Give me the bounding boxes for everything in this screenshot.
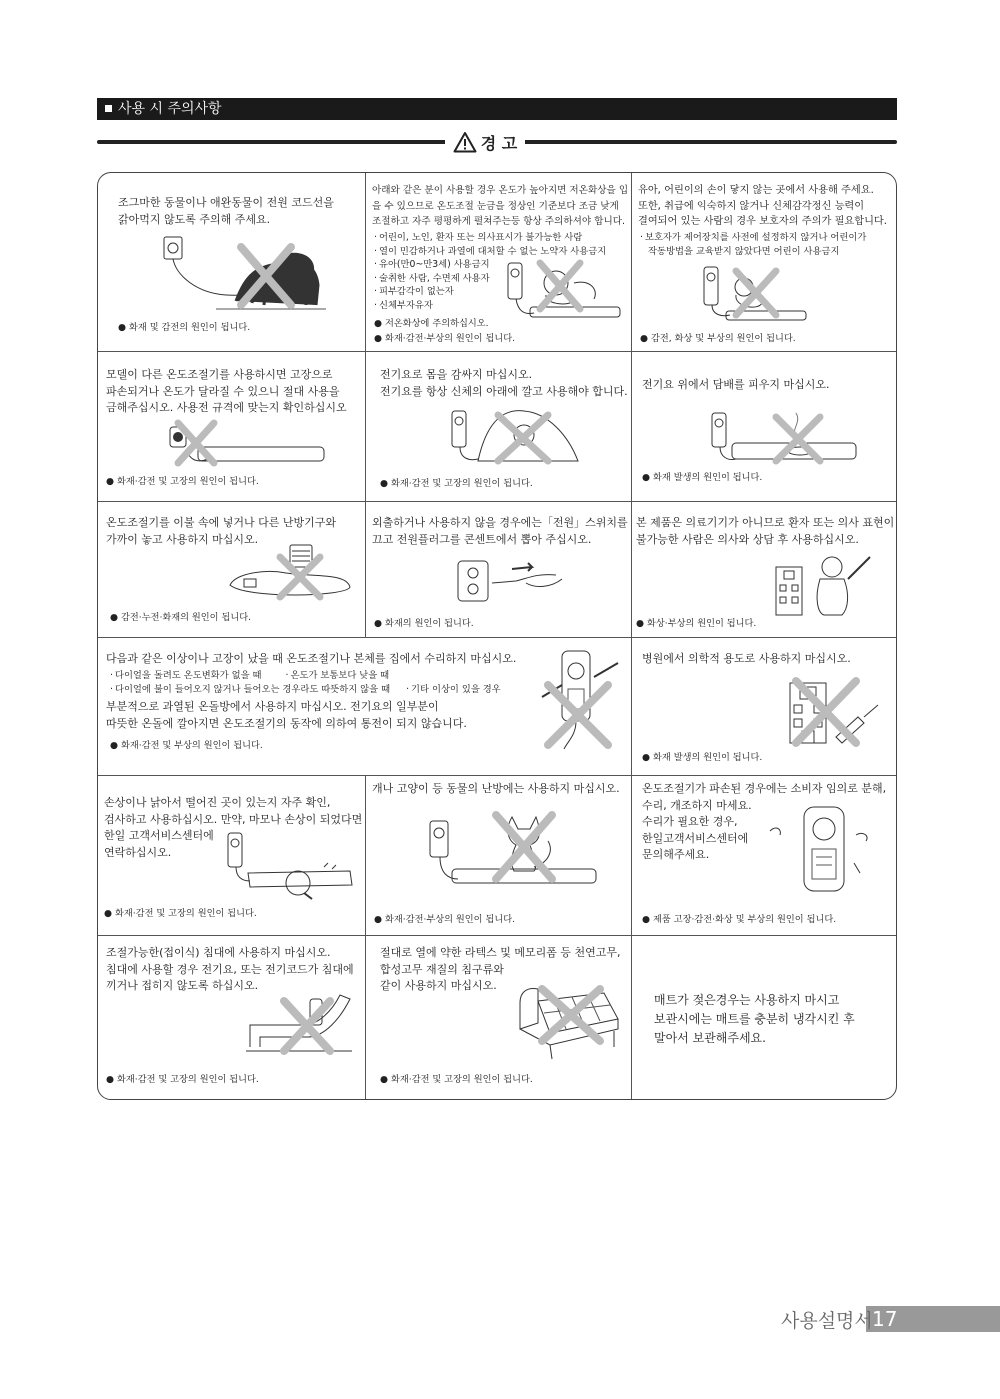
cell-wrap-body: 전기요로 몸을 감싸지 마십시오. 전기요를 항상 신체의 아래에 깔고 사용해야 합니다. ● 화재·감전 및 고장의 원인이 됩니다. <box>366 351 632 501</box>
manual-label: 사용설명서 <box>781 1310 873 1332</box>
damaged-mat-magnifier-illustration <box>224 831 356 901</box>
cell-other-controller: 모델이 다른 온도조절기를 사용하시면 고장으로 파손되거나 온도가 달라질 수 있으니 절대 사용을 금해주십시오. 사용전 규격에 맞는지 확인하십시오 ● 화재·감전 및 고장의 원인이 됩니다. <box>98 351 366 501</box>
cell-wet-mat: 매트가 젖은경우는 사용하지 마시고 보관시에는 매트를 충분히 냉각시킨 후 말아서 보관해주세요. <box>654 993 855 1045</box>
controller-mat-illustration <box>168 419 328 467</box>
grid-row-4 <box>98 637 896 776</box>
cell-no-pets-heating: 개나 고양이 등 동물의 난방에는 사용하지 마십시오. ● 화재·감전·부상의 원인이 됩니다. <box>366 775 632 935</box>
cell-not-medical-device: 본 제품은 의료기기가 아니므로 환자 또는 의사 표현이 불가능한 사람은 의사와 상담 후 사용하십시오. ● 화상·부상의 원인이 됩니다. <box>632 501 896 637</box>
page-number: 17 <box>872 1307 898 1331</box>
cell-low-temp-burn: 아래와 같은 분이 사용할 경우 온도가 높아지면 저온화상을 입 을 수 있으므로 온도조절 눈금을 정상인 기준보다 조금 낮게 조절하고 자주 평평하게 펼쳐주는등 항상 주의하셔야 합니다. · 어린이, 노인, 환자 또는 의사표시가 불가능한 사람 · 열이 민감하거나 과열에 대처할 수 없는 노약자 사용금지 · 유아(만0~만3세) 사용금지 · 술취한 사람, 수면제 사용자 · 피부감각이 없는자 · 신체부자유자 ● 저온화상에 주의하십시오. ● 화재·감전·부상의 원인이 됩니다. <box>366 173 632 351</box>
child-on-mat-illustration <box>504 259 624 319</box>
grid-row-5 <box>98 775 896 936</box>
cell-latex-foam: 절대로 열에 약한 라텍스 및 메모리폼 등 천연고무, 합성고무 재질의 침구류와 같이 사용하지 마십시오. ● 화재·감전 및 고장의 원인이 됩니다. <box>366 935 632 1099</box>
unplugging-cord-illustration <box>456 553 566 609</box>
cell-hospital-use: 병원에서 의학적 용도로 사용하지 마십시오. ● 화재 발생의 원인이 됩니다. <box>632 637 896 775</box>
square-bullet-icon <box>105 105 112 112</box>
cell-under-blanket: 온도조절기를 이불 속에 넣거나 다른 난방기구와 가까이 놓고 사용하지 마십시오. ● 감전·누전·화재의 원인이 됩니다. <box>98 501 366 637</box>
cell-no-disassembly: 온도조절기가 파손된 경우에는 소비자 임의로 분해, 수리, 개조하지 마세요. 수리가 필요한 경우, 한일고객서비스센터에 문의해주세요. ● 제품 고장·감전·화상 및 부상의 원인이 됩니다. <box>632 775 896 935</box>
warning-label: 경 고 <box>480 133 518 153</box>
cell-folding-bed: 조절가능한(접이식) 침대에 사용하지 마십시오. 침대에 사용할 경우 전기요, 또는 전기코드가 침대에 끼거나 접히지 않도록 하십시오. ● 화재·감전 및 고장의 원인이 됩니다. <box>98 935 366 1099</box>
grid-row-2 <box>98 351 896 502</box>
cat-on-mat-illustration <box>422 807 602 897</box>
heater-near-blanket-illustration <box>226 543 356 601</box>
bed-with-mat-illustration <box>514 963 624 1063</box>
grid-row-1 <box>98 173 896 352</box>
cell-child-safety: 유아, 어린이의 손이 닿지 않는 곳에서 사용해 주세요. 또한, 취급에 익숙하지 않거나 신체감각정신 능력이 결여되어 있는 사람의 경우 보호자의 주의가 필요합니다. · 보호자가 제어장치를 사전에 설정하지 않거나 어린이가 작동방법을 교육받지 않았다면 어린이 사용금지 ● 감전, 화상 및 부상의 원인이 됩니다. <box>632 173 896 351</box>
dog-chewing-cord-illustration <box>156 235 336 315</box>
grid-row-3 <box>98 501 896 638</box>
folding-bed-illustration <box>244 991 354 1061</box>
warning-heading <box>445 128 525 156</box>
cell-no-smoking: 전기요 위에서 담배를 피우지 마십시오. ● 화재 발생의 원인이 됩니다. <box>632 351 896 501</box>
person-wrapped-in-blanket-illustration <box>448 405 588 467</box>
section-title-bar <box>97 98 897 120</box>
controller-tools-illustration <box>762 803 882 899</box>
child-with-controller-illustration <box>700 265 810 323</box>
grid-row-6 <box>98 935 896 1099</box>
cell-no-self-repair: 다음과 같은 이상이나 고장이 났을 때 온도조절기나 본체를 집에서 수리하지 마십시오. · 다이얼을 돌려도 온도변화가 없을 때· 온도가 보통보다 낮을 때 · 다이얼에 불이 들어오지 않거나 들어오는 경우라도 따뜻하지 않을 때· 기타 이상이 있을 경우 부분적으로 과열된 온돌방에서 사용하지 마십시오. 전기요의 일부분이 따뜻한 온돌에 깔아지면 온도조절기의 동작에 의하여 통전이 되지 않습니다. ● 화재·감전 및 부상의 원인이 됩니다. <box>98 637 632 775</box>
section-title: 사용 시 주의사항 <box>118 101 222 117</box>
cell-unplug: 외출하거나 사용하지 않을 경우에는「전원」스위치를 끄고 전원플러그를 콘센트에서 뽑아 주십시오. ● 화재의 원인이 됩니다. <box>366 501 632 637</box>
doctor-and-hospital-illustration <box>774 549 874 619</box>
controller-repair-illustration <box>538 645 628 755</box>
hospital-syringe-illustration <box>782 677 882 747</box>
warning-triangle-icon <box>453 131 477 153</box>
warning-grid <box>97 172 897 1100</box>
cell-pets-cord: 조그마한 동물이나 애완동물이 전원 코드선을 갉아먹지 않도록 주의해 주세요. ● 화재 및 감전의 원인이 됩니다. <box>98 173 366 351</box>
cigarette-on-mat-illustration <box>710 409 860 465</box>
cell-check-damage: 손상이나 낡아서 떨어진 곳이 있는지 자주 확인, 검사하고 사용하십시오. 만약, 마모나 손상이 되었다면 한일 고객서비스센터에 연락하십시오. ● 화재·감전 및 고장의 원인이 됩니다. <box>98 775 366 935</box>
